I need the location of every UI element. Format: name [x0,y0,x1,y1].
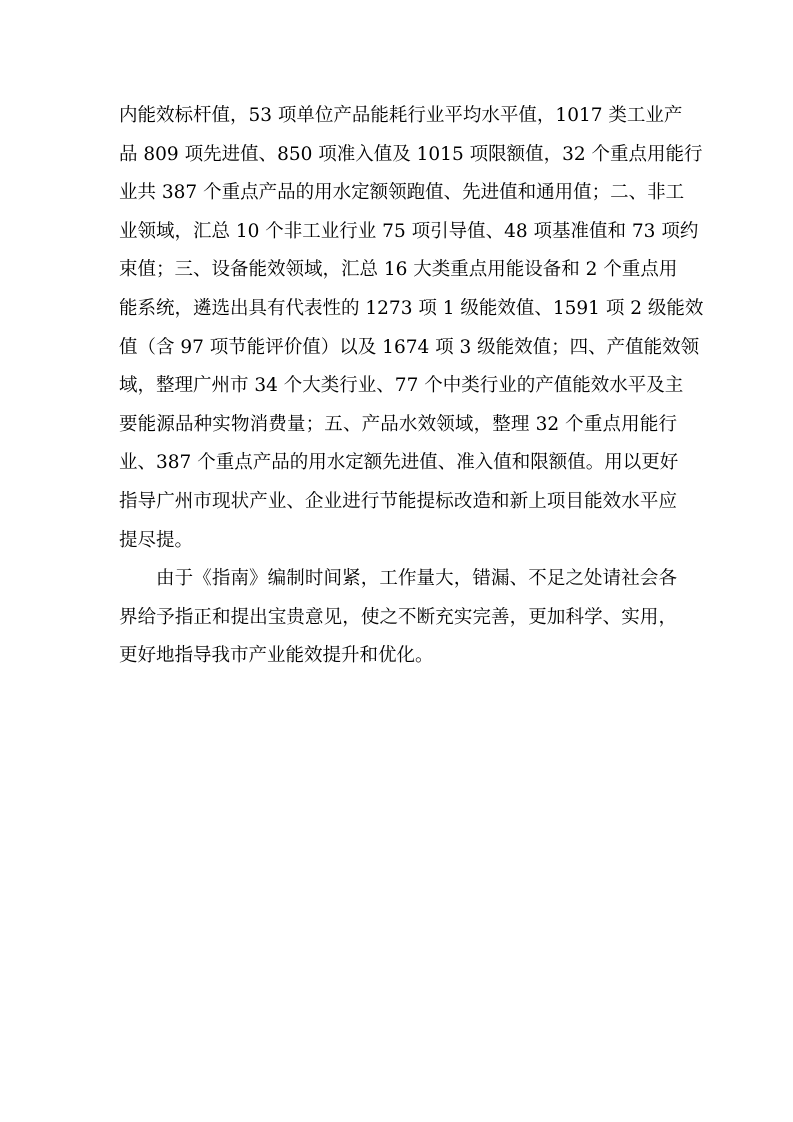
text-line: 业共 387 个重点产品的用水定额领跑值、先进值和通用值；二、非工 [119,182,685,204]
text-line: 能系统，遴选出具有代表性的 1273 项 1 级能效值、1591 项 2 级能效 [119,297,704,319]
text-line: 提尽提。 [119,529,194,551]
text-line: 业领域，汇总 10 个非工业行业 75 项引导值、48 项基准值和 73 项约 [119,220,699,242]
text-line: 业、387 个重点产品的用水定额先进值、准入值和限额值。用以更好 [119,452,679,474]
text-line: 内能效标杆值，53 项单位产品能耗行业平均水平值，1017 类工业产 [119,105,683,126]
text-line: 更好地指导我市产业能效提升和优化。 [119,645,434,667]
text-line: 值（含 97 项节能评价值）以及 1674 项 3 级能效值；四、产值能效领 [119,336,700,358]
text-line: 域，整理广州市 34 个大类行业、77 个中类行业的产值能效水平及主 [119,375,684,397]
text-line: 指导广州市现状产业、企业进行节能提标改造和新上项目能效水平应 [119,490,677,512]
paragraph-closing-note [119,560,677,676]
text-line: 由于《指南》编制时间紧，工作量大，错漏、不足之处请社会各 [156,568,677,590]
text-line: 界给予指正和提出宝贵意见，使之不断充实完善，更加科学、实用， [119,606,677,628]
paragraph-summary [119,97,704,560]
document-body [119,97,704,676]
text-line: 品 809 项先进值、850 项准入值及 1015 项限额值，32 个重点用能行 [119,143,703,165]
text-line: 束值；三、设备能效领域，汇总 16 大类重点用能设备和 2 个重点用 [119,259,678,281]
text-line: 要能源品种实物消费量；五、产品水效领域，整理 32 个重点用能行 [119,413,677,435]
